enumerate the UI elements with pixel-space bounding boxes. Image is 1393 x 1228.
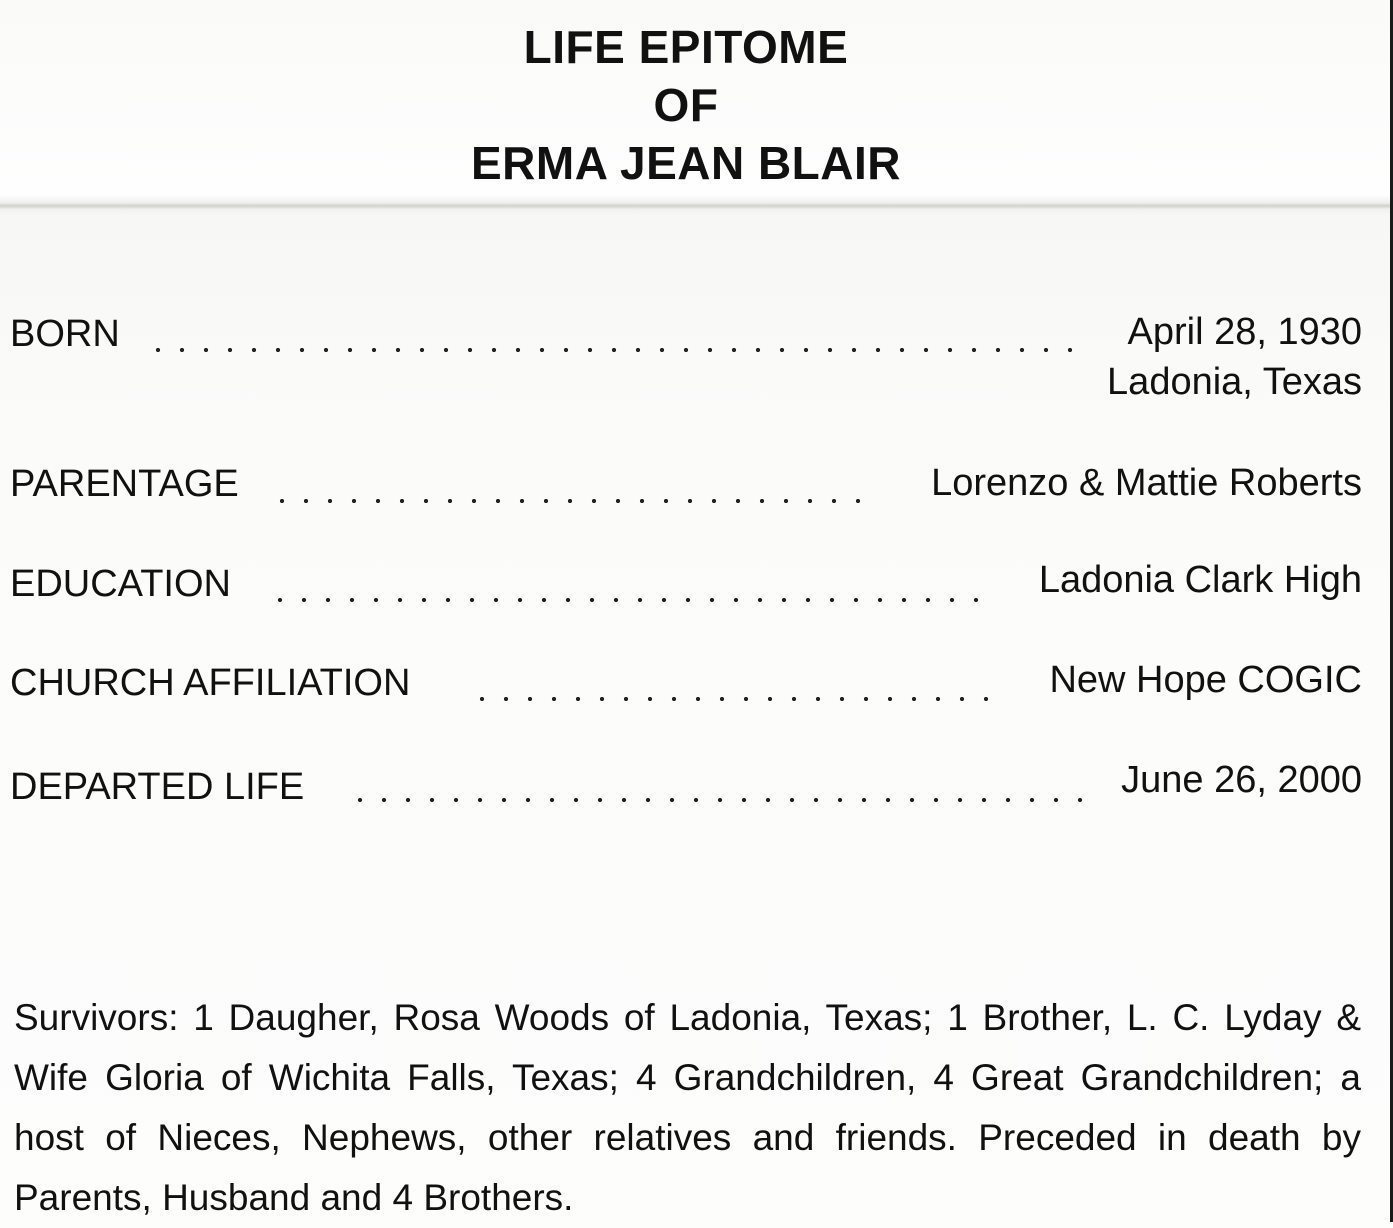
born-date: April 28, 1930 bbox=[1127, 311, 1362, 353]
church-affiliation-label: CHURCH AFFILIATION bbox=[10, 662, 411, 704]
survivors-paragraph: Survivors: 1 Daugher, Rosa Woods of Ladonia, Texas; 1 Brother, L. C. Lyday & Wife Gloria of Wichita Falls, Texas; 4 Grandchildren, 4 Great Grandchildren; a host of Nieces, Nephews, other relatives and friends. Preceded in death by Parents, Husband and 4 Brothers. bbox=[14, 997, 1361, 1218]
title-line-2: OF bbox=[653, 79, 719, 131]
title-line-3: ERMA JEAN BLAIR bbox=[470, 137, 902, 189]
departed-dot-leader bbox=[348, 798, 1088, 802]
paper-fold-crease bbox=[0, 203, 1393, 209]
education-dot-leader bbox=[268, 598, 986, 602]
born-label: BORN bbox=[10, 313, 120, 355]
church-affiliation-value: New Hope COGIC bbox=[1049, 659, 1362, 701]
education-value: Ladonia Clark High bbox=[1038, 559, 1362, 601]
parentage-dot-leader bbox=[270, 499, 874, 503]
parentage-value: Lorenzo & Mattie Roberts bbox=[931, 462, 1362, 504]
departed-life-value: June 26, 2000 bbox=[1121, 759, 1362, 801]
born-place: Ladonia, Texas bbox=[1107, 361, 1362, 403]
parentage-label: PARENTAGE bbox=[10, 463, 239, 505]
born-dot-leader bbox=[146, 348, 1088, 352]
title-line-1: LIFE EPITOME bbox=[523, 21, 849, 73]
church-dot-leader bbox=[470, 697, 1002, 701]
education-label: EDUCATION bbox=[10, 563, 231, 605]
departed-life-label: DEPARTED LIFE bbox=[10, 766, 305, 808]
